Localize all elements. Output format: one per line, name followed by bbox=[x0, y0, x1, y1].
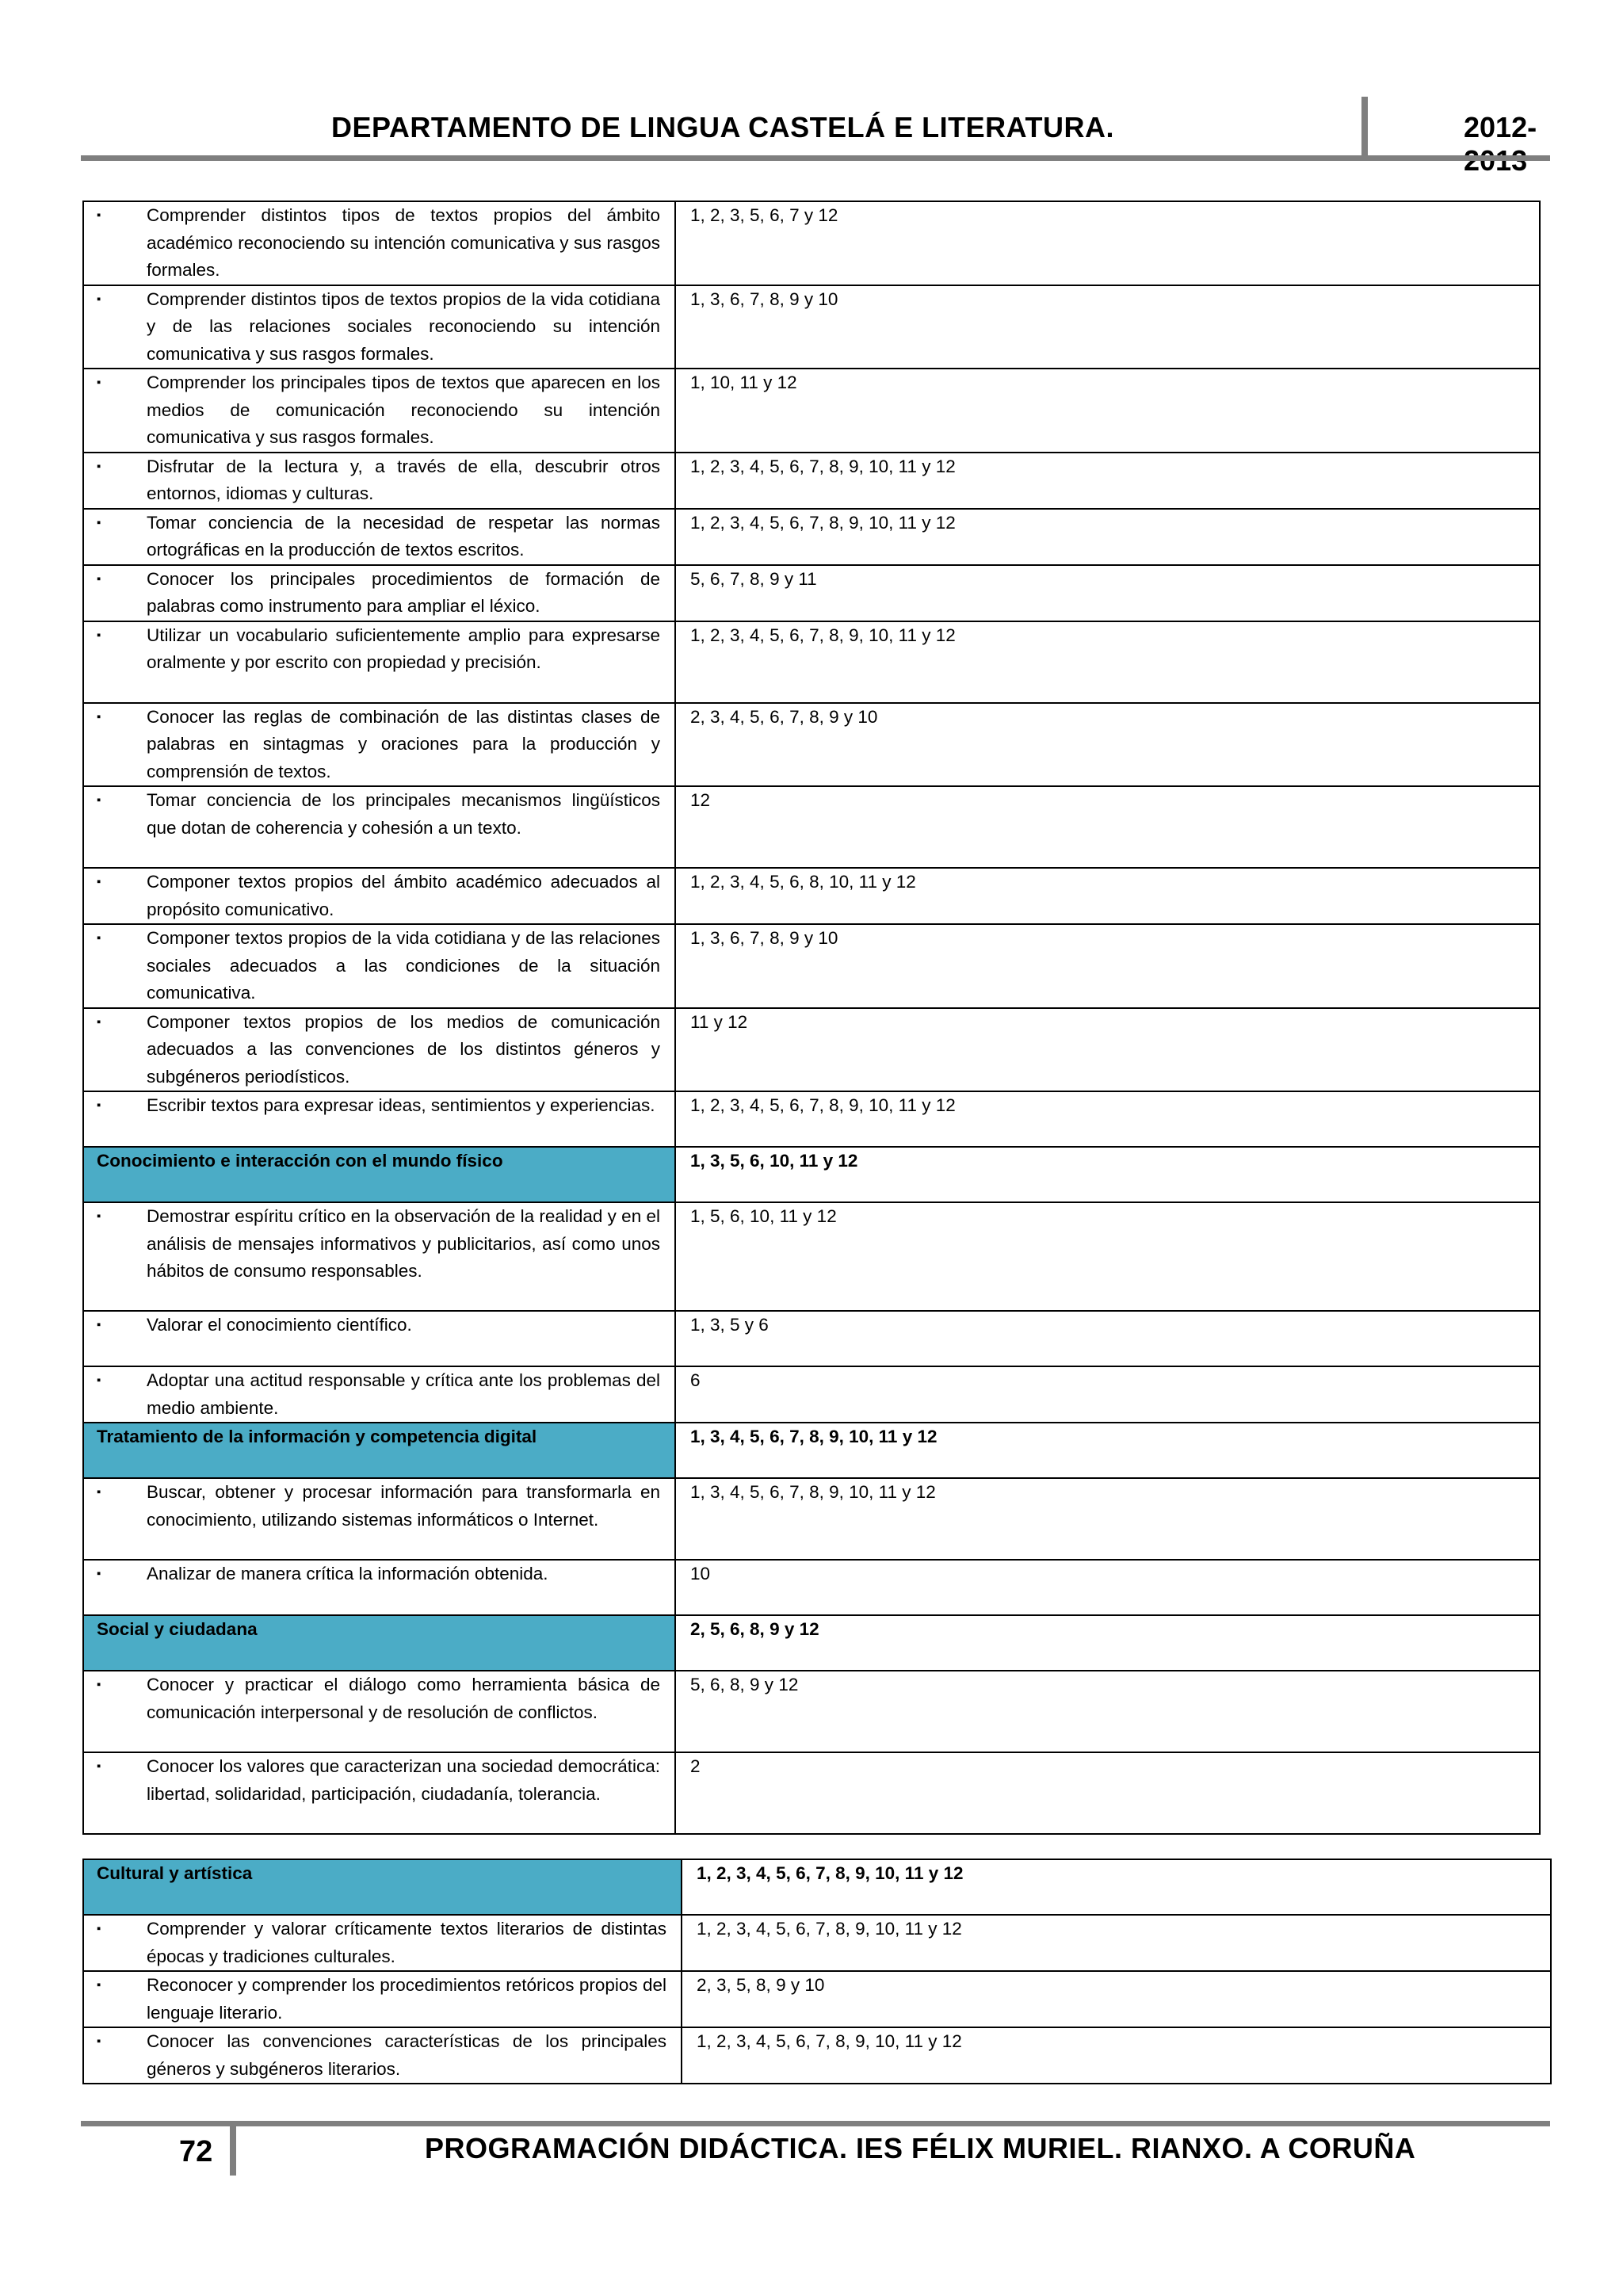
objective-cell bbox=[83, 1091, 675, 1147]
square-bullet-icon: ▪ bbox=[97, 2034, 101, 2048]
square-bullet-icon: ▪ bbox=[97, 1922, 101, 1935]
units-cell: 1, 2, 3, 4, 5, 6, 7, 8, 9, 10, 11 y 12 bbox=[675, 509, 1540, 565]
square-bullet-icon: ▪ bbox=[97, 1485, 101, 1499]
square-bullet-icon: ▪ bbox=[97, 793, 101, 807]
units-cell: 11 y 12 bbox=[675, 1008, 1540, 1092]
objective-row bbox=[83, 1752, 1540, 1834]
objective-text: Buscar, obtener y procesar información para transformarla en conocimiento, utilizando sistemas informáticos o Internet. bbox=[147, 1482, 660, 1530]
objective-row bbox=[83, 1366, 1540, 1423]
objective-row bbox=[83, 868, 1540, 924]
units-cell: 1, 3, 5, 6, 10, 11 y 12 bbox=[675, 1147, 1540, 1202]
units-cell: 1, 3, 5 y 6 bbox=[675, 1311, 1540, 1366]
units-cell: 5, 6, 8, 9 y 12 bbox=[675, 1671, 1540, 1752]
objective-text: Disfrutar de la lectura y, a través de ella, descubrir otros entornos, idiomas y culturas. bbox=[147, 456, 660, 503]
square-bullet-icon: ▪ bbox=[97, 875, 101, 888]
competence-section-row bbox=[83, 1423, 1540, 1478]
objective-text: Comprender distintos tipos de textos propios del ámbito académico reconociendo su intención comunicativa y sus rasgos formales. bbox=[147, 205, 660, 280]
objective-cell bbox=[83, 453, 675, 509]
bullet-item bbox=[97, 1916, 666, 1970]
units-cell: 2, 3, 5, 8, 9 y 10 bbox=[682, 1971, 1551, 2027]
objective-cell bbox=[83, 1008, 675, 1092]
objective-cell bbox=[83, 786, 675, 868]
objective-row bbox=[83, 786, 1540, 868]
objective-row bbox=[83, 1478, 1540, 1560]
bullet-item bbox=[97, 925, 660, 1007]
objective-text: Tomar conciencia de los principales mecanismos lingüísticos que dotan de coherencia y cohesión a un texto. bbox=[147, 790, 660, 838]
square-bullet-icon: ▪ bbox=[97, 1209, 101, 1223]
objective-cell bbox=[83, 369, 675, 453]
competence-section-row bbox=[83, 1615, 1540, 1671]
cultural-competence-table bbox=[82, 1859, 1552, 2084]
objective-text: Componer textos propios de la vida cotidiana y de las relaciones sociales adecuados a las condiciones de la situación comunicativa. bbox=[147, 928, 660, 1003]
objective-cell bbox=[83, 924, 675, 1008]
square-bullet-icon: ▪ bbox=[97, 292, 101, 306]
square-bullet-icon: ▪ bbox=[97, 1678, 101, 1691]
square-bullet-icon: ▪ bbox=[97, 628, 101, 642]
bullet-item bbox=[97, 1367, 660, 1422]
units-cell: 1, 3, 4, 5, 6, 7, 8, 9, 10, 11 y 12 bbox=[675, 1478, 1540, 1560]
page-header bbox=[81, 105, 1550, 144]
objective-row bbox=[83, 1971, 1551, 2027]
objective-text: Adoptar una actitud responsable y crítica ante los problemas del medio ambiente. bbox=[147, 1370, 660, 1418]
objective-cell bbox=[83, 1202, 675, 1311]
objective-row bbox=[83, 2027, 1551, 2084]
bullet-item bbox=[97, 566, 660, 621]
objective-text: Conocer los principales procedimientos de formación de palabras como instrumento para ampliar el léxico. bbox=[147, 568, 660, 616]
bullet-item bbox=[97, 704, 660, 786]
objective-text: Reconocer y comprender los procedimientos retóricos propios del lenguaje literario. bbox=[147, 1975, 666, 2023]
units-cell: 1, 3, 4, 5, 6, 7, 8, 9, 10, 11 y 12 bbox=[675, 1423, 1540, 1478]
competence-section-row bbox=[83, 1147, 1540, 1202]
units-cell: 1, 2, 3, 4, 5, 6, 7, 8, 9, 10, 11 y 12 bbox=[675, 1091, 1540, 1147]
cultural-competence-table-body bbox=[83, 1859, 1551, 2084]
units-cell: 1, 2, 3, 4, 5, 6, 7, 8, 9, 10, 11 y 12 bbox=[675, 621, 1540, 703]
bullet-item bbox=[97, 1479, 660, 1534]
units-cell: 1, 5, 6, 10, 11 y 12 bbox=[675, 1202, 1540, 1311]
bullet-item bbox=[97, 1203, 660, 1286]
bullet-item bbox=[97, 453, 660, 508]
page-number: 72 bbox=[179, 2135, 213, 2168]
objective-cell bbox=[83, 565, 675, 621]
units-cell: 2 bbox=[675, 1752, 1540, 1834]
bullet-item bbox=[97, 1561, 660, 1588]
square-bullet-icon: ▪ bbox=[97, 709, 101, 724]
objective-text: Conocer las reglas de combinación de las distintas clases de palabras en sintagmas y oraciones para la producción y comprensión de textos. bbox=[147, 706, 660, 781]
objective-row bbox=[83, 1671, 1540, 1752]
objective-row bbox=[83, 201, 1540, 285]
objective-cell bbox=[83, 201, 675, 285]
footer-rule bbox=[81, 2121, 1550, 2126]
units-cell: 6 bbox=[675, 1366, 1540, 1423]
objective-cell bbox=[83, 1560, 675, 1615]
school-year: 2012- bbox=[1464, 111, 1537, 143]
square-bullet-icon: ▪ bbox=[97, 376, 101, 389]
bullet-item bbox=[97, 510, 660, 564]
objective-row bbox=[83, 285, 1540, 369]
objective-text: Analizar de manera crítica la información obtenida. bbox=[147, 1564, 548, 1584]
competences-table bbox=[82, 201, 1541, 1835]
bullet-item bbox=[97, 622, 660, 677]
objective-row bbox=[83, 1008, 1540, 1092]
bullet-item bbox=[97, 1009, 660, 1091]
competences-table-body bbox=[83, 201, 1540, 1834]
bullet-item bbox=[97, 1671, 660, 1726]
competence-name-cell: Cultural y artística bbox=[83, 1859, 682, 1915]
objective-row bbox=[83, 1091, 1540, 1147]
units-cell: 1, 2, 3, 4, 5, 6, 7, 8, 9, 10, 11 y 12 bbox=[682, 1915, 1551, 1971]
header-divider bbox=[1361, 97, 1368, 157]
objective-cell bbox=[83, 1671, 675, 1752]
objective-text: Demostrar espíritu crítico en la observación de la realidad y en el análisis de mensajes informativos y publicitarios, así como unos hábitos de consumo responsables. bbox=[147, 1206, 660, 1281]
competence-name-cell: Conocimiento e interacción con el mundo físico bbox=[83, 1147, 675, 1202]
square-bullet-icon: ▪ bbox=[97, 1318, 101, 1331]
square-bullet-icon: ▪ bbox=[97, 459, 101, 473]
units-cell: 1, 2, 3, 4, 5, 6, 7, 8, 9, 10, 11 y 12 bbox=[682, 2027, 1551, 2084]
square-bullet-icon: ▪ bbox=[97, 1978, 101, 1992]
objective-text: Tomar conciencia de la necesidad de respetar las normas ortográficas en la producción de textos escritos. bbox=[147, 512, 660, 560]
bullet-item bbox=[97, 1092, 660, 1120]
footer-divider bbox=[230, 2126, 236, 2176]
footer-title: PROGRAMACIÓN DIDÁCTICA. IES FÉLIX MURIEL. RIANXO. A CORUÑA bbox=[425, 2132, 1416, 2164]
objective-row bbox=[83, 1915, 1551, 1971]
bullet-item bbox=[97, 2028, 666, 2083]
bullet-item bbox=[97, 787, 660, 842]
objective-row bbox=[83, 509, 1540, 565]
objective-text: Valorar el conocimiento científico. bbox=[147, 1315, 412, 1335]
units-cell: 2, 3, 4, 5, 6, 7, 8, 9 y 10 bbox=[675, 703, 1540, 787]
header-rule bbox=[81, 155, 1550, 161]
department-title: DEPARTAMENTO DE LINGUA CASTELÁ E LITERATURA. bbox=[331, 111, 1114, 143]
objective-cell bbox=[83, 1478, 675, 1560]
objective-cell bbox=[83, 509, 675, 565]
units-cell: 12 bbox=[675, 786, 1540, 868]
objective-text: Utilizar un vocabulario suficientemente amplio para expresarse oralmente y por escrito con propiedad y precisión. bbox=[147, 625, 660, 672]
objective-cell bbox=[83, 1366, 675, 1423]
objective-cell bbox=[83, 1971, 682, 2027]
units-cell: 1, 3, 6, 7, 8, 9 y 10 bbox=[675, 285, 1540, 369]
units-cell: 1, 3, 6, 7, 8, 9 y 10 bbox=[675, 924, 1540, 1008]
objective-text: Comprender y valorar críticamente textos literarios de distintas épocas y tradiciones culturales. bbox=[147, 1919, 666, 1966]
objective-row bbox=[83, 1311, 1540, 1366]
objective-row bbox=[83, 565, 1540, 621]
objective-text: Conocer los valores que caracterizan una sociedad democrática: libertad, solidaridad, participación, ciudadanía, tolerancia. bbox=[147, 1756, 660, 1804]
bullet-item bbox=[97, 1753, 660, 1808]
objective-cell bbox=[83, 2027, 682, 2084]
objective-text: Conocer y practicar el diálogo como herramienta básica de comunicación interpersonal y de resolución de conflictos. bbox=[147, 1675, 660, 1722]
objective-cell bbox=[83, 1915, 682, 1971]
units-cell: 1, 2, 3, 4, 5, 6, 7, 8, 9, 10, 11 y 12 bbox=[682, 1859, 1551, 1915]
square-bullet-icon: ▪ bbox=[97, 1373, 101, 1387]
objective-text: Comprender los principales tipos de textos que aparecen en los medios de comunicación reconociendo su intención comunicativa y sus rasgos formales. bbox=[147, 372, 660, 447]
units-cell: 10 bbox=[675, 1560, 1540, 1615]
objective-row bbox=[83, 369, 1540, 453]
units-cell: 1, 2, 3, 4, 5, 6, 7, 8, 9, 10, 11 y 12 bbox=[675, 453, 1540, 509]
objective-cell bbox=[83, 1752, 675, 1834]
objective-cell bbox=[83, 621, 675, 703]
objective-row bbox=[83, 924, 1540, 1008]
square-bullet-icon: ▪ bbox=[97, 571, 101, 586]
competence-section-row bbox=[83, 1859, 1551, 1915]
objective-row bbox=[83, 1202, 1540, 1311]
objective-cell bbox=[83, 1311, 675, 1366]
objective-cell bbox=[83, 868, 675, 924]
units-cell: 1, 2, 3, 4, 5, 6, 8, 10, 11 y 12 bbox=[675, 868, 1540, 924]
bullet-item bbox=[97, 869, 660, 923]
square-bullet-icon: ▪ bbox=[97, 1098, 101, 1112]
objective-row bbox=[83, 621, 1540, 703]
square-bullet-icon: ▪ bbox=[97, 208, 101, 222]
objective-cell bbox=[83, 703, 675, 787]
objective-text: Componer textos propios de los medios de comunicación adecuados a las convenciones de los distintos géneros y subgéneros periodísticos. bbox=[147, 1011, 660, 1087]
objective-row bbox=[83, 453, 1540, 509]
units-cell: 5, 6, 7, 8, 9 y 11 bbox=[675, 565, 1540, 621]
bullet-item bbox=[97, 286, 660, 369]
objective-text: Conocer las convenciones características de los principales géneros y subgéneros literarios. bbox=[147, 2031, 666, 2079]
units-cell: 1, 2, 3, 5, 6, 7 y 12 bbox=[675, 201, 1540, 285]
units-cell: 1, 10, 11 y 12 bbox=[675, 369, 1540, 453]
bullet-item bbox=[97, 369, 660, 452]
bullet-item bbox=[97, 1312, 660, 1339]
competence-name-cell: Social y ciudadana bbox=[83, 1615, 675, 1671]
units-cell: 2, 5, 6, 8, 9 y 12 bbox=[675, 1615, 1540, 1671]
square-bullet-icon: ▪ bbox=[97, 515, 101, 529]
square-bullet-icon: ▪ bbox=[97, 1759, 101, 1773]
objective-row bbox=[83, 703, 1540, 787]
objective-text: Componer textos propios del ámbito académico adecuados al propósito comunicativo. bbox=[147, 872, 660, 919]
bullet-item bbox=[97, 1972, 666, 2027]
objective-cell bbox=[83, 285, 675, 369]
competence-name-cell: Tratamiento de la información y competencia digital bbox=[83, 1423, 675, 1478]
square-bullet-icon: ▪ bbox=[97, 1567, 101, 1580]
objective-text: Comprender distintos tipos de textos propios de la vida cotidiana y de las relaciones sociales reconociendo su intención comunicativa y sus rasgos formales. bbox=[147, 288, 660, 364]
objective-text: Escribir textos para expresar ideas, sentimientos y experiencias. bbox=[147, 1095, 655, 1115]
objective-row bbox=[83, 1560, 1540, 1615]
bullet-item bbox=[97, 202, 660, 285]
square-bullet-icon: ▪ bbox=[97, 1014, 101, 1029]
square-bullet-icon: ▪ bbox=[97, 931, 101, 945]
